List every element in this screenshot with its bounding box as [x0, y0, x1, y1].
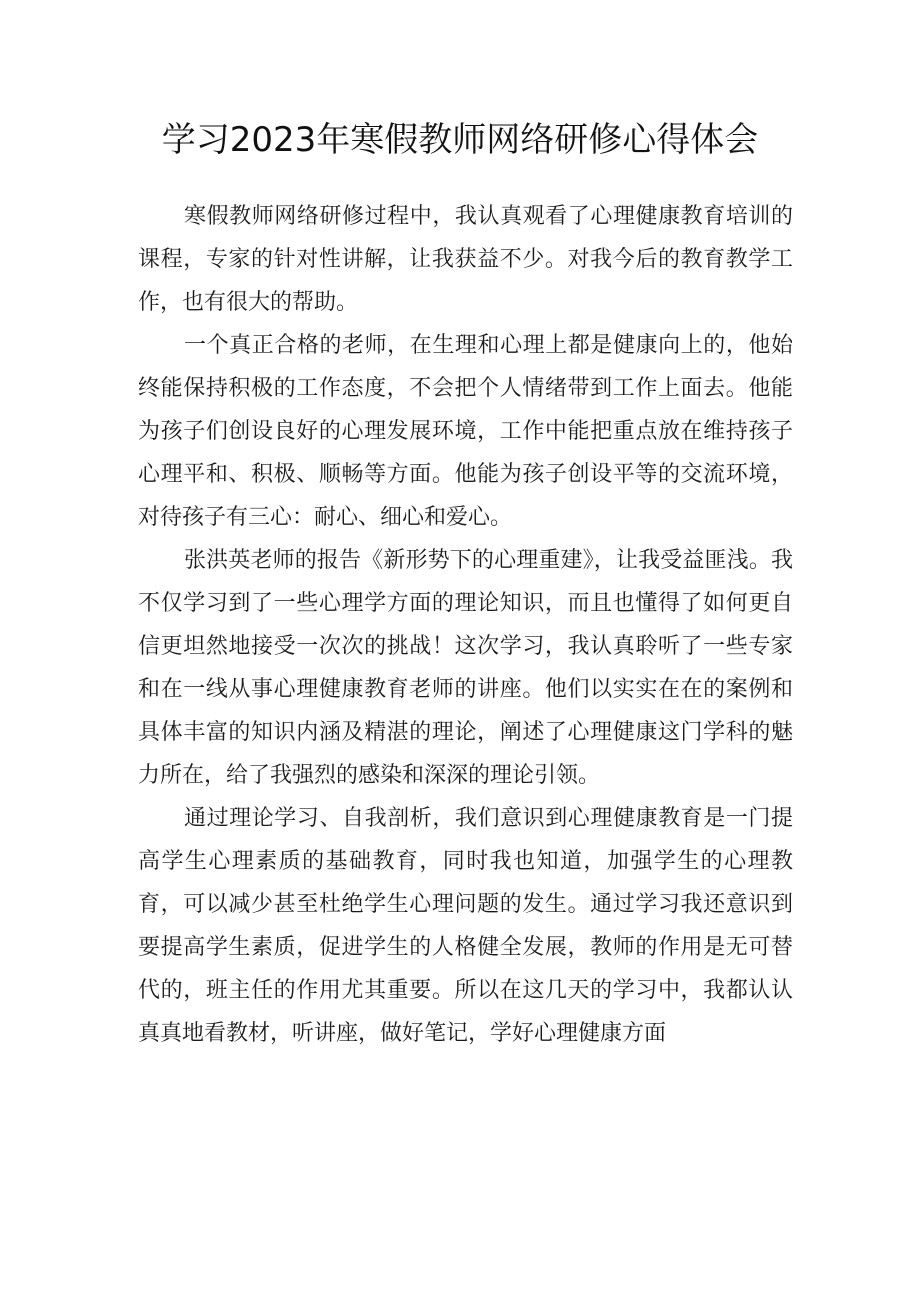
paragraph: 一个真正合格的老师，在生理和心理上都是健康向上的，他始终能保持积极的工作态度，不会把个人情绪带到工作上面去。他能为孩子们创设良好的心理发展环境，工作中能把重点放在维持孩子心理平和、积极、顺畅等方面。他能为孩子创设平等的交流环境，对待孩子有三心：耐心、细心和爱心。 [138, 333, 793, 530]
paragraph: 寒假教师网络研修过程中，我认真观看了心理健康教育培训的课程，专家的针对性讲解，让我获益不少。对我今后的教育教学工作，也有很大的帮助。 [138, 204, 793, 315]
document-title: 学习2023年寒假教师网络研修心得体会 [161, 120, 759, 160]
document-body [138, 195, 793, 1055]
paragraph: 通过理论学习、自我剖析，我们意识到心理健康教育是一门提高学生心理素质的基础教育，同时我也知道，加强学生的心理教育，可以减少甚至杜绝学生心理问题的发生。通过学习我还意识到要提高学生素质，促进学生的人格健全发展，教师的作用是无可替代的，班主任的作用尤其重要。所以在这几天的学习中，我都认认真真地看教材，听讲座，做好笔记，学好心理健康方面 [138, 806, 793, 1046]
paragraph: 张洪英老师的报告《新形势下的心理重建》，让我受益匪浅。我不仅学习到了一些心理学方面的理论知识，而且也懂得了如何更自信更坦然地接受一次次的挑战！这次学习，我认真聆听了一些专家和在一线从事心理健康教育老师的讲座。他们以实实在在的案例和具体丰富的知识内涵及精湛的理论，阐述了心理健康这门学科的魅力所在，给了我强烈的感染和深深的理论引领。 [138, 548, 793, 788]
